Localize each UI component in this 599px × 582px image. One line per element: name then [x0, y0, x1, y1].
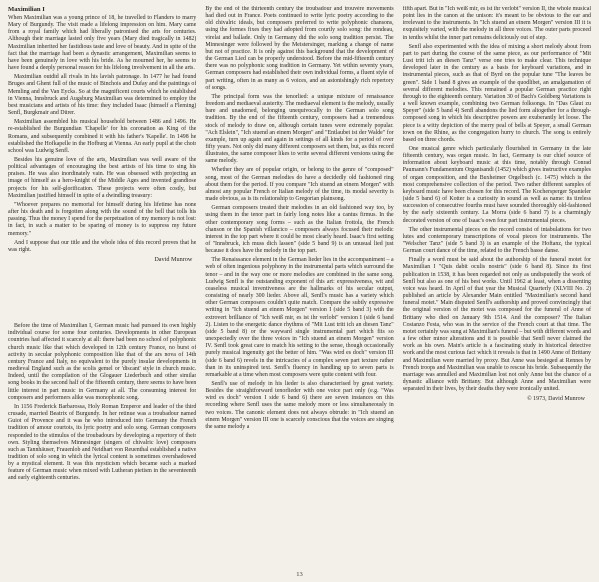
paragraph: The principal form was the tenorlied: a unique mixture of renaissance freedom and mediaeval austerity. The mediaeval element is the melody, usually bare and unadorned, belonging unequivocally to the German solo song tradition. By the end of the fifteenth century, composers had a tremendous stock of melody to draw on, although certain tunes were extremely popular. "Ach Elslein", "Ich stuend an einem Morgen" and "Entlaubet ist der Walde" for example, turn up again and again in settings of all kinds for a period of over fifty years. Not only did many different composers set them, but, as this record illustrates, the same composer likes to write several different versions using the same melody. [205, 93, 394, 165]
paragraph: Maximilian assembled his musical household between 1486 and 1496. He re-established the Burgundian 'Chapelle' for his coronation as King of the Romans, and subsequently combined it with his father's 'Kapelle'. In 1498 he established the Hofkapelle in the Hofburg at Vienna. An early pupil at the choir school was Ludwig Senfl. [8, 119, 197, 154]
paragraph: Senfl also experimented with the idea of mixing a short melody about from part to part during the course of the same piece, as our performance of "Mit Lust tritt ich an diesen Tanz" verse one tries to make clear. This technique developed later in the century as a basis for keyboard variations, and in instrumental pieces, such as that of Byrd on the popular tune "The leaves be green". Side 1 band 8 gives an example of the quodlibet, an amalgamation of several different melodies. This remained a popular German practice right through to the eighteenth century. Variation 30 of Bach's Goldberg Variations is a well known example, combining two German folksongs. In "Das Glaut zu Speyer" (side 5 band 4) Senfl abandons the lied form altogether for a through-composed song in which his descriptive powers are exuberantly let loose. The piece is a witty depiction of the merry peal of bells at Speyer, a small German town on the Rhine, as the congregation hurry to church. The song is entirely based on three chords. [402, 43, 591, 143]
column-1 [8, 6, 196, 566]
author-signature: David Munrow [154, 256, 193, 263]
paragraph: And I suppose that our title and the whole idea of this record proves that he was right. [8, 239, 197, 253]
text-columns [8, 6, 591, 566]
column-2 [205, 6, 393, 566]
spacer [8, 265, 196, 323]
paragraph: "Whoever prepares no memorial for himself during his lifetime has none after his death and is forgotten along with the sound of the bell that tolls his passing. Thus the money I spend for the perpetuation of my memory is not lost: in fact, in such a matter to be sparing of money is to suppress my future memory." [8, 201, 197, 237]
paragraph: fifth apart. But in "Ich weiß mir, es ist ihr verlobt" version II, the whole musical point lies in the canon at the unison: it's meant to be obvious to the ear and irrelevant to the instruments. In "Ich stuend an einem Morgen" version III it is exquisitely varied, with the melody in all three voices. The outer parts proceed in tenths whilst the inner part remains deliciously out of step. [402, 6, 591, 41]
column-3 [403, 6, 591, 566]
paragraph: One musical genre which particularly flourished in Germany in the late fifteenth century, was organ music. In fact, Germany is our chief source of information about keyboard music at this time, notably through Conrad Paumann's Fundamentum Organisandi (1452) which gives instructive examples of organ composition, and the Buxheimer Orgelbuch (c. 1475) which is the most comprehensive collection of the period. Two rather different samples of keyboard music have been chosen for this record. The Kochersperger Spanieler (side 5 band 6) of Kotter is a curiosity in sound as well as name: its tireless succession of consecutive fourths must have sounded thoroughly old-fashioned by the early sixteenth century. La Morra (side 6 band 7) is a charmingly decorated version of one of Isaac's own four part instrumental pieces. [402, 145, 591, 224]
page-number: 13 [296, 571, 303, 578]
paragraph: German composers treated their melodies in an old fashioned way too, by using them in the tenor part in fairly long notes like a cantus firmus. In the other contemporary song forms – such as the Italian frottola, the French chanson or the Spanish villancico – composers always focused their melodic interest in the top part where it could be most clearly heard. Isaac's first setting of "Innsbruck, ich muss dich lassen" (side 5 band 9) is an unusual lied just because it does have the melody in the top part. [205, 205, 394, 255]
paragraph: By the end of the thirteenth century the troubadour and trouvère movements had died out in France. Poets continued to write lyric poetry according to the old chivalric ideals, but composers preferred to write polyphonic chansons, using the formes fixes they had adopted from courtly solo song: the rondeau, virelai and ballade. Only in Germany did the solo song tradition persist. The Minnesinger were followed by the Meistersinger, marking a change of name but not of practice. It is only against this background that the development of the German Lied can be properly understood. Before the mid-fifteenth century there was no polyphonic song tradition in Germany. Yet within seventy years, German composers had established their own individual forms, a fluent style of part writing, often in as many as 6 voices, and an astonishingly rich repertory of songs. [205, 6, 394, 91]
paragraph: Besides his genuine love of the arts, Maximilian was well aware of the political advantages of encouraging the best artists of his time to sing his praises. He was also inordinately vain. He was obsessed with projecting an image of himself as a hero-knight of the Middle Ages and invented grandiose projects for his self-glorification. These projects were often costly, but Maximilian justified himself in spite of a dwindling treasury: [8, 156, 197, 199]
paragraph: Senfl's use of melody in his lieder is also characterised by great variety. Besides the straightforward tenorlieder with one voice part only (e.g. "Was wird es doch" version I side 6 band 6) there are seven instances on this recording where Senfl uses the same melody more or less simultaneously in two voices. The canonic element does not always obtrude: in "Ich stuend an einem Morgen" version III one is scarcely conscious that the voices are singing the same melody a [205, 380, 394, 430]
paragraph: Whether they are of popular origin, or belong to the genre of "composed" song, most of the German melodies do have a decidedly old fashioned ring about them for the period. If you compare "Ich stuend an einem Morgen" with almost any popular French or Italian melody of the time, its modal severity is made obvious, as is its relationship to Gregorian plainsong. [205, 167, 394, 203]
paragraph: Finally a word must be said about the authorship of the funeral motet for Maximilian I "Quis dabit oculis nostris" (side 6 band 8). Since its first publication in 1538, it has been regarded not only as undisputedly the work of Senfl but also as one of his best works. Until 1962 at least, when a dissenting voice was heard. In April of that year the Musical Quarterly (XLVIII No. 2) published an article by Alexander Main entitled "Maximilian's second hand funeral motet." Main disputed Senfl's authorship and proved convincingly that the original version of the motet was composed for the funeral of Anne of Brittany who died on January 9th 1514. And the composer? The Italian Costanzo Festa, who was in the service of the French court at that time. The motet certainly was sung at Maximilian's funeral – but with different words and a few other minor alterations and it is possible that Senfl never claimed the work as his own. Main's article is a fascinating study in historical detective work and the most curious fact which it reveals is that in 1490 Anne of Brittany and Maximilian were married by proxy. But Anne was besieged at Rennes by French troops and Maximilian was unable to rescue his bride. Subsequently the marriage was annulled and Maximilian lost not only Anne but the chance of a dynastic alliance with Brittany. But although Anne and Maximilian were separated in their lives, by their deaths they were ironically united. [402, 257, 591, 393]
paragraph: The Renaissance element in the German lieder lies in the accompaniment – a web of often ingenious polyphony in the instrumental parts which surround the tenor – and in the way one or more melodies are combined in the same song. Ludwig Senfl is the outstanding exponent of this art: expressiveness, wit and ceaseless musical inventiveness are the hallmarks of his secular output, consisting of nearly 300 lieder. Above all, Senfl's music has a variety which other German composers couldn't quite match. Compare the subtly expressive writing in "Ich stuend an einem Morgen" version I (side 5 band 3) with the extrovert brilliance of "Ich weiß mir, es ist ihr verlobt" version I (side 6 band 2). Listen to the energetic dance rhythms of "Mit Lust tritt ich an diesen Tanz" (side 5 band 8) or the wayward single instrumental part which fits so unexpectedly over the three voices in "Ich stuend an einem Morgen" version IV. Senfl took great care to match his setting to the sense, though occasionally purely musical ingenuity got the better of him. "Was wird es doch" version III (side 6 band 6) revels in the intricacies of a complex seven part texture rather than in its uninspired text. Senfl's fluency in handling up to seven parts is remarkable at a time when most composers were quite content with four. [205, 257, 394, 378]
paragraph: The other instrumental pieces on the record consist of intabulations for two lutes and contemporary transcriptions of vocal pieces for instruments. The "Welscher Tanz" (side 5 band 3) is an example of the Hoftanz, the typical German court dance of the time, related to the French basse danse. [402, 226, 591, 255]
paragraph: Maximilian outdid all rivals in his lavish patronage. In 1477 he had found Bruges and Ghent full of the music of Binchois and Dufay and the paintings of Memling and the Van Eycks. So at the magnificent courts which he established in Vienna, Innsbruck and Augsburg Maximilian was determined to employ the best musicians and artists of his time: they included Isaac (himself a Fleming) Senfl, Burgkmair and Dürer. [8, 74, 197, 117]
copyright-notice: © 1973, David Munrow [527, 396, 585, 403]
paragraph: In 1156 Frederick Barbarossa, Holy Roman Emperor and leader of the third crusade, married Beatrix of Burgundy. In her retinue was a troubadour named Guiot of Provence and it was he who introduced into Germany the French tradition of amour courtois, its lyric poetry and solo song. German composers responded to the stimulus of the troubadours by developing a repertory of their own. Styling themselves Minnesinger (singers of chivalric love) composers such as Tannhäuser, Frauenlob and Neidhart von Reuenthal established a native tradition of solo song in which the lyrical content is sometimes overshadowed by a mystical element. It was this mysticism which became such a marked feature of German music when mixed with Lutheran pietism in the seventeenth and early eighteenth centuries. [8, 403, 197, 482]
paragraph: When Maximilian was a young prince of 18, he travelled to Flanders to marry Mary of Burgundy. The visit made a lifelong impression on him. Mary came from a royal family which had liberally patronised the arts for centuries. Although their marriage lasted only five years (Mary died tragically in 1482) Maximilian inherited her fastidious taste and love of beauty. And in spite of the fact that the marriage had been a dynastic arrangement, Maximilian seems to have been genuinely in love with his bride. As he mourned her, he seems to have found a deeply personal reason for his lifelong involvement in all the arts. [8, 15, 197, 72]
section-heading: Maximilian I [8, 6, 45, 13]
paragraph: Before the time of Maximilian I, German music had pursued its own highly individual course for some four centuries. Developments in other European countries had affected it scarcely at all: there had been no school of polyphonic church music like that which developed in 12th century France, no burst of activity in secular polyphonic composition like that of the ars nova of 14th century France and Italy, no equivalent to the purely insular developments in medieval England such as the scolis gemel or 'discant' style in church music. Indeed, until the compilation of the Glogauer Liederbuch and other similar song books in the second half of the fifteenth century, there seems to have been little interest in part music in Germany at all. The consuming interest for composers and performers alike was monophonic song. [8, 323, 197, 401]
